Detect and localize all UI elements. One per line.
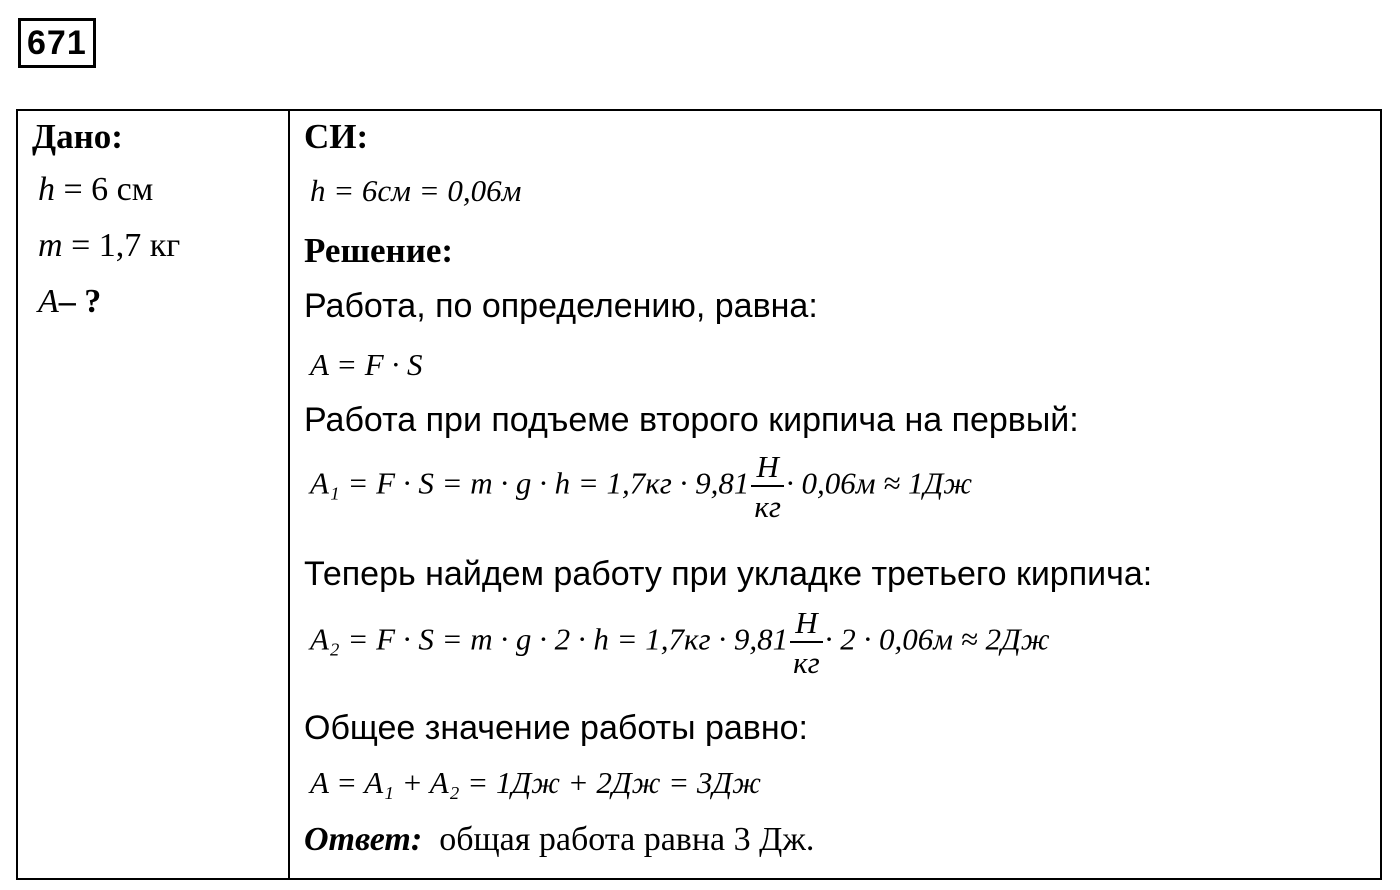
formula-3 (310, 607, 1050, 678)
formula-3-numerator: Н (790, 607, 823, 643)
formula-3-right: · 2 · 0,06м ≈ 2Дж (824, 621, 1050, 657)
formula-3-fraction (790, 607, 823, 678)
formula-2 (310, 451, 972, 522)
unknown-symbol: A (38, 283, 59, 320)
si-header: СИ: (304, 117, 369, 156)
given-m-value: = 1,7 кг (71, 227, 181, 264)
formula-2-right: · 0,06м ≈ 1Дж (786, 465, 973, 501)
formula-2-numerator: Н (751, 451, 784, 487)
column-divider (288, 111, 290, 878)
given-h-symbol: h (38, 171, 55, 208)
formula-3-denominator: кг (793, 645, 820, 680)
solution-header: Решение: (304, 231, 454, 270)
formula-2-denominator: кг (754, 489, 781, 524)
solution-table (16, 109, 1382, 880)
answer-label: Ответ: (304, 821, 423, 858)
given-h (38, 171, 153, 209)
given-header: Дано: (32, 117, 123, 156)
solution-text-2: Работа при подъеме второго кирпича на первый: (304, 401, 1079, 439)
given-h-value: = 6 см (63, 171, 154, 208)
formula-4: A = A₁ + A₂ = 1Дж + 2Дж = 3Дж (310, 765, 761, 800)
answer-text: общая работа равна 3 Дж. (439, 821, 815, 858)
unknown-question: ? (84, 283, 102, 320)
given-m-symbol: m (38, 227, 63, 264)
solution-text-4: Общее значение работы равно: (304, 709, 808, 747)
problem-number: 671 (18, 18, 96, 68)
solution-text-3: Теперь найдем работу при укладке третьего кирпича: (304, 555, 1153, 593)
formula-1: A = F · S (310, 347, 423, 382)
formula-2-fraction (751, 451, 784, 522)
answer-line (304, 821, 814, 859)
unknown-dash: – (58, 283, 76, 320)
si-line: h = 6см = 0,06м (310, 173, 522, 208)
formula-2-left: A₁ = F · S = m · g · h = 1,7кг · 9,81 (310, 465, 750, 501)
given-unknown (38, 283, 101, 321)
formula-3-left: A₂ = F · S = m · g · 2 · h = 1,7кг · 9,81 (310, 621, 789, 657)
given-m (38, 227, 180, 265)
solution-text-1: Работа, по определению, равна: (304, 287, 818, 325)
